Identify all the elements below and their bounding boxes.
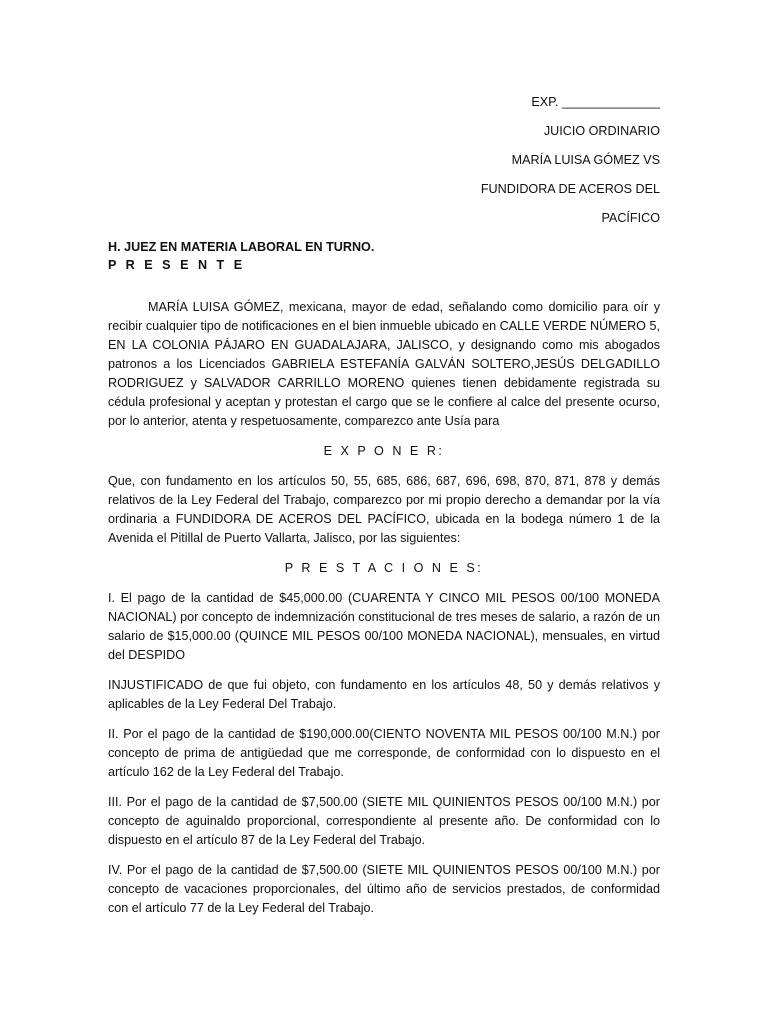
prestacion-item-3: III. Por el pago de la cantidad de $7,500.00 (SIETE MIL QUINIENTOS PESOS 00/100 M.N.) por concepto de aguinaldo proporcional, correspondiente al presente año. De conformidad con lo dispuesto en el artículo 87 de la Ley Federal del Trabajo.: [108, 795, 660, 847]
prestacion-item-1: I. El pago de la cantidad de $45,000.00 (CUARENTA Y CINCO MIL PESOS 00/100 MONEDA NACIONAL) por concepto de indemnización constitucional de tres meses de salario, a razón de un salario de $15,000.00 (QUINCE MIL PESOS 00/100 MONEDA NACIONAL), mensuales, en virtud del DESPIDO: [108, 591, 660, 662]
case-parties-line-1: MARÍA LUISA GÓMEZ VS: [511, 153, 660, 167]
prestacion-item-1-continued: INJUSTIFICADO de que fui objeto, con fundamento en los artículos 48, 50 y demás relativos y aplicables de la Ley Federal Del Trabajo.: [108, 678, 660, 711]
case-header: [481, 88, 660, 233]
case-parties-line-2: FUNDIDORA DE ACEROS DEL: [480, 182, 660, 196]
case-number: EXP. ______________: [531, 95, 660, 109]
prestacion-item-2: II. Por el pago de la cantidad de $190,000.00(CIENTO NOVENTA MIL PESOS 00/100 M.N.) por concepto de prima de antigüedad que me corresponde, de conformidad con lo dispuesto en el artículo 162 de la Ley Federal del Trabajo.: [108, 727, 660, 779]
case-parties-line-3: PACÍFICO: [601, 211, 660, 225]
document-body: [108, 298, 660, 929]
prestaciones-heading: P R E S T A C I O N E S:: [284, 561, 484, 575]
case-type: JUICIO ORDINARIO: [543, 124, 660, 138]
addressee-block: [108, 238, 374, 274]
addressee-title: H. JUEZ EN MATERIA LABORAL EN TURNO.: [108, 240, 375, 254]
prestacion-item-4: IV. Por el pago de la cantidad de $7,500.00 (SIETE MIL QUINIENTOS PESOS 00/100 M.N.) por concepto de vacaciones proporcionales, del último año de servicios prestados, de conformidad con el artículo 77 de la Ley Federal del Trabajo.: [108, 863, 660, 915]
intro-paragraph: MARÍA LUISA GÓMEZ, mexicana, mayor de edad, señalando como domicilio para oír y recibir cualquier tipo de notificaciones en el bien inmueble ubicado en CALLE VERDE NÚMERO 5, EN LA COLONIA PÁJARO EN GUADALAJARA, JALISCO, y designando como mis abogados patronos a los Licenciados GABRIELA ESTEFANÍA GALVÁN SOLTERO,JESÚS DELGADILLO RODRIGUEZ y SALVADOR CARRILLO MORENO quienes tienen debidamente registrada su cédula profesional y aceptan y protestan el cargo que se le confiere al calce del presente ocurso, por lo anterior, atenta y respetuosamente, comparezco ante Usía para: [108, 300, 660, 428]
exponer-paragraph: Que, con fundamento en los artículos 50, 55, 685, 686, 687, 696, 698, 870, 871, 878 y demás relativos de la Ley Federal del Trabajo, comparezco por mi propio derecho a demandar por la vía ordinaria a FUNDIDORA DE ACEROS DEL PACÍFICO, ubicada en la bodega número 1 de la Avenida el Pitillal de Puerto Vallarta, Jalisco, por las siguientes:: [108, 474, 660, 545]
exponer-heading: E X P O N E R:: [323, 444, 445, 458]
addressee-presente: P R E S E N T E: [108, 258, 246, 272]
